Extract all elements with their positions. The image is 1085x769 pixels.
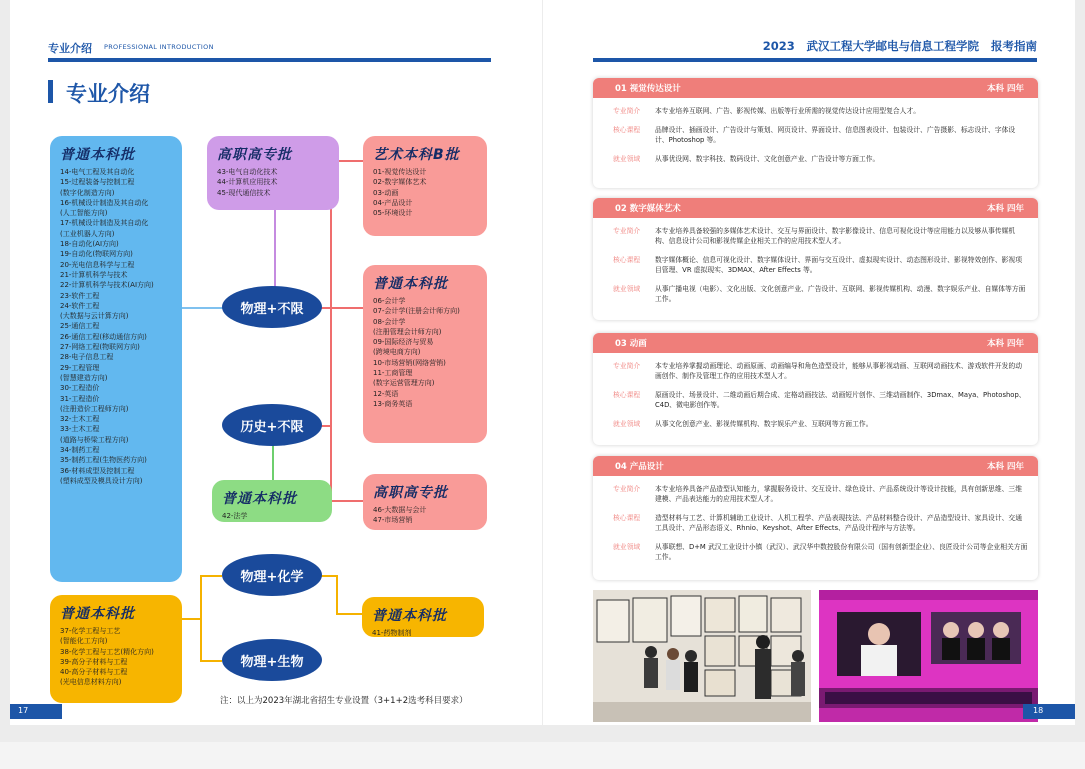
- subject-physics-chemistry: 物理+化学: [222, 554, 322, 596]
- connector-line: [180, 618, 202, 620]
- major-item: 42-法学: [222, 512, 248, 520]
- box-vocational-physics: [207, 136, 339, 210]
- major-item: 28-电子信息工程: [60, 353, 114, 362]
- card-row: [593, 125, 1038, 145]
- card-header: [593, 456, 1038, 476]
- row-label: 专业简介: [613, 485, 641, 493]
- major-item: 02-数字媒体艺术: [373, 178, 427, 187]
- box-regular-undergrad-biology: [362, 597, 484, 637]
- card-row: [593, 361, 1038, 381]
- title-bar: [48, 80, 53, 103]
- footnote: 注：以上为2023年湖北省招生专业设置（3+1+2选考科目要求）: [220, 696, 468, 706]
- major-item: 39-高分子材料与工程: [60, 657, 128, 666]
- box-regular-undergrad-law: [212, 480, 332, 522]
- connector-line: [330, 160, 332, 500]
- card-row: [593, 390, 1038, 410]
- major-item: 06-会计学: [373, 297, 406, 305]
- major-item: 25-通信工程: [60, 322, 100, 331]
- major-item: 33-土木工程: [60, 425, 100, 434]
- row-text: 数字媒体概论、信息可视化设计、数字媒体设计、界面与交互设计、虚拟现实设计、动态图形设计、影视特效创作、影视项目管理、VR 虚拟现实、3DMAX、After Effects 等。: [655, 256, 1023, 274]
- connector-line: [200, 660, 222, 662]
- card-degree: 本科 四年: [987, 339, 1024, 349]
- row-label: 核心课程: [613, 391, 641, 399]
- major-item: 29-工程管理: [60, 363, 100, 372]
- major-item: 44-计算机应用技术: [217, 178, 278, 187]
- connector-line: [336, 613, 362, 615]
- header-subtitle: PROFESSIONAL INTRODUCTION: [104, 43, 214, 51]
- box-head: 普通本科批: [60, 147, 135, 163]
- header-year: 2023: [762, 39, 795, 53]
- box-head: 高职高专批: [217, 147, 292, 163]
- major-item: (智慧建造方向): [60, 373, 108, 382]
- major-item: 01-视觉传达设计: [373, 168, 427, 176]
- row-text: 本专业培养具备产品造型认知能力，掌握服务设计、交互设计、绿色设计、产品系统设计等设计技能，具有创新思维、三维建模、产品表达能力的应用技术型人才。: [655, 485, 1023, 503]
- header-school: 武汉工程大学邮电与信息工程学院: [806, 39, 979, 53]
- card-row: [593, 419, 1038, 429]
- major-item: 41-药物制剂: [372, 629, 412, 637]
- card-title: 04 产品设计: [615, 462, 664, 472]
- right-page: [543, 0, 1075, 725]
- major-item: 07-会计学(注册会计师方向): [373, 307, 460, 316]
- major-item: 18-自动化(AI方向): [60, 240, 119, 249]
- card-row: [593, 513, 1038, 533]
- header-rule: [593, 58, 1037, 62]
- card-header: [593, 333, 1038, 353]
- major-item: 24-软件工程: [60, 301, 100, 310]
- major-list: [372, 628, 474, 638]
- row-label: 就业领域: [613, 285, 641, 293]
- box-head: 高职高专批: [373, 485, 448, 501]
- subject-physics-any: 物理+不限: [222, 286, 322, 328]
- box-regular-undergrad-physics: [50, 136, 182, 582]
- card-degree: 本科 四年: [987, 462, 1024, 472]
- major-card: [593, 78, 1038, 188]
- major-item: (工业机器人方向): [60, 229, 115, 238]
- major-item: 40-高分子材料与工程: [60, 668, 128, 677]
- card-row: [593, 154, 1038, 164]
- major-list: [373, 167, 477, 218]
- box-regular-undergrad-chemistry: [50, 595, 182, 703]
- major-item: (道路与桥梁工程方向): [60, 435, 129, 444]
- header-guide: 报考指南: [991, 39, 1037, 53]
- row-text: 从事优设网、数字科技、数码设计、文化创意产业、广告设计等方面工作。: [655, 155, 880, 163]
- major-item: 34-制药工程: [60, 446, 100, 455]
- major-item: 17-机械设计制造及其自动化: [60, 219, 149, 228]
- card-row: [593, 542, 1038, 562]
- row-text: 从事广播电视（电影）、文化出版、文化创意产业、广告设计、互联网、影视传媒机构、动漫、数字娱乐产业、自媒体等方面工作。: [655, 285, 1026, 303]
- box-regular-undergrad-history: [363, 265, 487, 443]
- major-item: 23-软件工程: [60, 291, 100, 300]
- major-item: (塑料成型及模具设计方向): [60, 476, 143, 485]
- major-item: 32-土木工程: [60, 415, 100, 424]
- major-item: 12-英语: [373, 389, 399, 398]
- major-card: [593, 198, 1038, 320]
- major-item: 31-工程造价: [60, 394, 100, 403]
- major-item: 37-化学工程与工艺: [60, 627, 121, 635]
- major-item: 47-市场营销: [373, 516, 413, 525]
- major-item: 13-商务英语: [373, 399, 413, 408]
- exhibition-photo: [593, 590, 811, 722]
- card-title: 02 数字媒体艺术: [615, 204, 681, 214]
- major-item: 11-工商管理: [373, 369, 413, 378]
- major-list: [373, 505, 477, 526]
- major-item: 15-过程装备与控制工程: [60, 178, 135, 187]
- connector-line: [330, 500, 364, 502]
- major-card: [593, 333, 1038, 445]
- page-title: 专业介绍: [66, 82, 150, 106]
- card-degree: 本科 四年: [987, 84, 1024, 94]
- row-label: 核心课程: [613, 514, 641, 522]
- major-item: (光电信息材料方向): [60, 678, 122, 687]
- row-label: 就业领域: [613, 420, 641, 428]
- connector-line: [330, 307, 364, 309]
- major-item: 26-通信工程(移动通信方向): [60, 332, 147, 341]
- card-title: 01 视觉传达设计: [615, 84, 681, 94]
- card-degree: 本科 四年: [987, 204, 1024, 214]
- major-item: 45-现代通信技术: [217, 188, 271, 197]
- box-vocational-history: [363, 474, 487, 530]
- card-row: [593, 226, 1038, 246]
- row-text: 从事联想、D+M 武汉工业设计小镇（武汉）、武汉华中数控股份有限公司（国有创新型企业）、良匠设计公司等企业相关方面工作。: [655, 543, 1028, 561]
- left-page: [10, 0, 542, 725]
- row-label: 就业领域: [613, 155, 641, 163]
- major-item: 43-电气自动化技术: [217, 168, 278, 176]
- row-text: 品牌设计、插画设计、广告设计与策划、网页设计、界面设计、信息图表设计、包装设计、广告摄影、标志设计、字体设计、Photoshop 等。: [655, 126, 1016, 144]
- major-item: 05-环境设计: [373, 209, 413, 218]
- major-item: (大数据与云计算方向): [60, 312, 129, 321]
- row-label: 核心课程: [613, 126, 641, 134]
- major-item: (智能化工方向): [60, 637, 108, 646]
- major-item: 30-工程造价: [60, 384, 100, 393]
- major-item: 36-材料成型及控制工程: [60, 466, 135, 475]
- row-label: 核心课程: [613, 256, 641, 264]
- box-head: 普通本科批: [222, 491, 297, 507]
- row-label: 专业简介: [613, 107, 641, 115]
- page-number: 18: [1023, 704, 1075, 719]
- major-list: [373, 296, 477, 409]
- row-label: 就业领域: [613, 543, 641, 551]
- row-label: 专业简介: [613, 227, 641, 235]
- header-rule: [48, 58, 491, 62]
- box-head: 普通本科批: [372, 608, 447, 624]
- row-text: 造型材料与工艺、计算机辅助工业设计、人机工程学、产品表现技法、产品材料整合设计、产品造型设计、家具设计、交通工具设计、产品形态语义、Rhnio、Keyshot、After Effects、产品设计程序与方法等。: [655, 514, 1023, 532]
- major-list: [222, 511, 322, 521]
- major-item: 21-计算机科学与技术: [60, 270, 128, 279]
- major-item: 03-动画: [373, 188, 399, 197]
- row-text: 从事文化创意产业、影视传媒机构、数字娱乐产业、互联网等方面工作。: [655, 420, 873, 428]
- box-head: 普通本科批: [373, 276, 448, 292]
- subject-history-any: 历史+不限: [222, 404, 322, 446]
- major-item: 10-市场营销(网络营销): [373, 358, 446, 367]
- connector-line: [274, 210, 276, 290]
- major-list: [217, 167, 329, 198]
- row-text: 原画设计、场景设计、二维动画后期合成、定格动画技法、动画短片创作、三维动画制作、3Dmax、Maya、Photoshop、C4D、微电影创作等。: [655, 391, 1026, 409]
- header-title: 专业介绍: [48, 42, 92, 55]
- row-text: 本专业培养具备较强的多媒体艺术设计、交互与界面设计、数字影像设计、信息可视化设计等应用能力以及够从事传媒机构、信息设计公司和影视传媒企业相关工作的应用技术型人才。: [655, 227, 1016, 245]
- major-item: 09-国际经济与贸易: [373, 338, 434, 347]
- major-item: 46-大数据与会计: [373, 506, 427, 514]
- connector-line: [272, 444, 274, 480]
- major-card: [593, 456, 1038, 580]
- bottom-strip: [0, 742, 1085, 769]
- card-row: [593, 106, 1038, 116]
- subject-physics-biology: 物理+生物: [222, 639, 322, 681]
- box-art-undergrad: [363, 136, 487, 236]
- major-item: 14-电气工程及其自动化: [60, 168, 135, 176]
- major-item: (注册管理会计师方向): [373, 327, 442, 336]
- major-item: 38-化学工程与工艺(精化方向): [60, 647, 154, 656]
- major-list: [60, 167, 172, 486]
- broadcast-photo: [819, 590, 1038, 722]
- major-item: (注册造价工程师方向): [60, 404, 129, 413]
- card-row: [593, 255, 1038, 275]
- major-item: (跨境电商方向): [373, 348, 421, 357]
- card-row: [593, 284, 1038, 304]
- major-item: (人工智能方向): [60, 209, 108, 218]
- major-item: 35-制药工程(生物医药方向): [60, 456, 147, 465]
- box-head: 艺术本科B批: [373, 147, 460, 163]
- major-item: 19-自动化(物联网方向): [60, 250, 133, 259]
- card-header: [593, 198, 1038, 218]
- major-list: [60, 626, 172, 688]
- page-number: 17: [10, 704, 62, 719]
- row-text: 本专业培养掌握动画理论、动画原画、动画编导和角色造型设计，能够从事影视动画、互联网动画技术、游戏软件开发的动画创作、制作及管理工作的应用技术型人才。: [655, 362, 1023, 380]
- box-head: 普通本科批: [60, 606, 135, 622]
- major-item: 08-会计学: [373, 317, 406, 326]
- major-item: 16-机械设计制造及其自动化: [60, 198, 149, 207]
- card-title: 03 动画: [615, 339, 647, 349]
- major-item: 20-光电信息科学与工程: [60, 260, 135, 269]
- major-item: 22-计算机科学与技术(AI方向): [60, 281, 154, 290]
- connector-line: [336, 575, 338, 615]
- row-text: 本专业培养互联网、广告、影视传媒、出版等行业所需的视觉传达设计应用型复合人才。: [655, 107, 921, 115]
- row-label: 专业简介: [613, 362, 641, 370]
- header-title: [763, 38, 1037, 54]
- major-item: 27-网络工程(物联网方向): [60, 343, 140, 352]
- connector-line: [200, 575, 222, 577]
- major-item: 04-产品设计: [373, 198, 413, 207]
- card-header: [593, 78, 1038, 98]
- major-item: (数字运营管理方向): [373, 379, 435, 388]
- card-row: [593, 484, 1038, 504]
- major-item: (数字化制造方向): [60, 188, 115, 197]
